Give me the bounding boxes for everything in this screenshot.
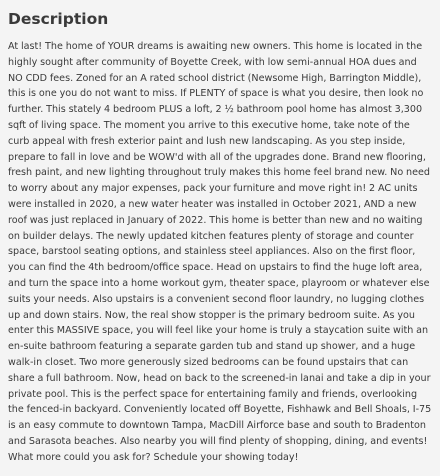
section-title: Description (8, 10, 109, 28)
description-text: At last! The home of YOUR dreams is awaiting new owners. This home is located in the highly sought after community of Boyette Creek, with low semi-annual HOA dues and NO CDD fees. Zoned for an A rated school district (Newsome High, Barrington Middle), this is one you do not want to miss. If PLENTY of space is what you desire, then look no further. This stately 4 bedroom PLUS a loft, 2 ½ bathroom pool home has almost 3,300 sqft of living space. The moment you arrive to this executive home, take note of the curb appeal with fresh exterior paint and lush new landscaping. As you step inside, prepare to fall in love and be WOW'd with all of the upgrades done. Brand new flooring, fresh paint, and new lighting throughout truly makes this home feel brand new. No need to worry about any major expenses, pack your furniture and move right in! 2 AC units were installed in 2020, a new water heater was installed in October 2021, AND a new roof was just replaced in January of 2022. This home is better than new and no waiting on builder delays. The newly updated kitchen features plenty of storage and counter space, barstool seating options, and stainless steel appliances. Also on the first floor, you can find the 4th bedroom/office space. Head on upstairs to find the huge loft area, and turn the space into a home workout gym, theater space, playroom or whatever else suits your needs. Also upstairs is a convenient second floor laundry, no lugging clothes up and down stairs. Now, the real show stopper is the primary bedroom suite. As you enter this MASSIVE space, you will feel like your home is truly a staycation suite with an en-suite bathroom featuring a separate garden tub and stand up shower, and a huge walk-in closet. Two more generously sized bedrooms can be found upstairs that can share a full bathroom. Now, head on back to the screened-in lanai and take a dip in your private pool. This is the perfect space for entertaining family and friends, overlooking the fenced-in backyard. Conveniently located off Boyette, Fishhawk and Bell Shoals, I-75 is an easy commute to downtown Tampa, MacDill Airforce base and south to Bradenton and Sarasota beaches. Also nearby you will find plenty of shopping, dining, and events! What more could you ask for? Schedule your showing today! (8, 41, 432, 463)
